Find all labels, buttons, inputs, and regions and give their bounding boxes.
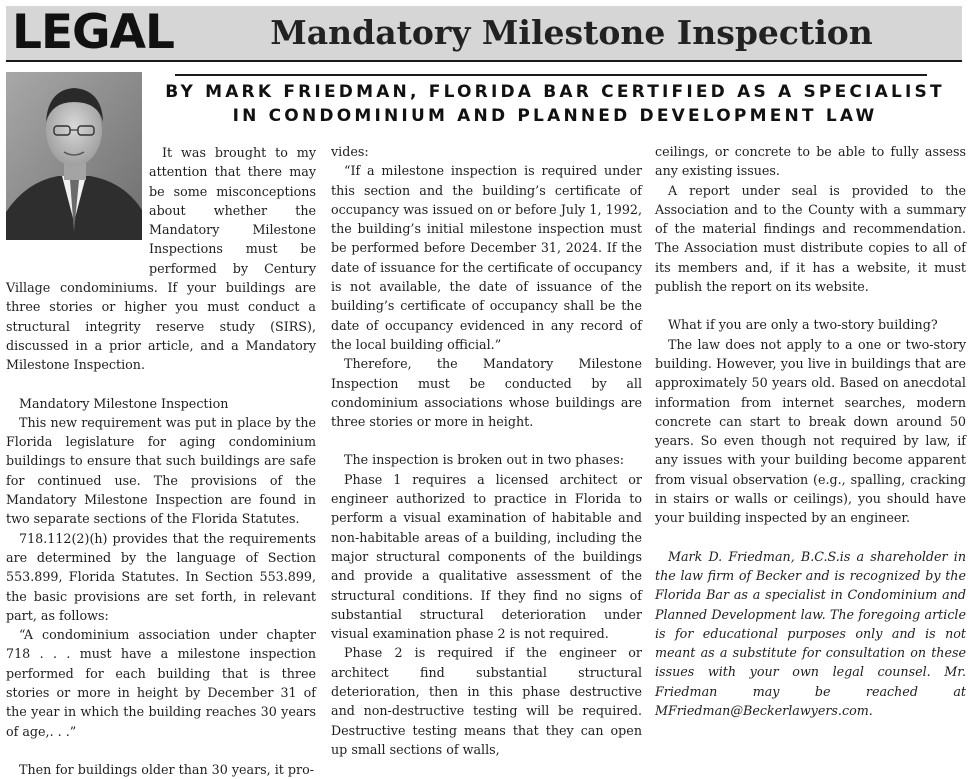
column-1 bbox=[6, 143, 316, 779]
article-title: Mandatory Milestone Inspection bbox=[270, 13, 873, 52]
paragraph: vides: bbox=[331, 144, 369, 159]
subheading: What if you are only a two-story building? bbox=[668, 317, 938, 333]
header-bar bbox=[6, 6, 962, 62]
column-2 bbox=[331, 142, 642, 759]
quote-paragraph: “A condominium association under chapter 718 . . . must have a milestone inspection performed for each building that is three stories or more in height by December 31 of the year in which the building reaches 30 years of age,. . .” bbox=[6, 627, 316, 739]
photo-spacer bbox=[6, 143, 149, 261]
subheading: Mandatory Milestone Inspection bbox=[19, 395, 229, 411]
quote-paragraph: “If a milestone inspection is required under this section and the building’s certificate of occupancy was issued on or before July 1, 1992, the building’s initial milestone inspection must be performed before December 31, 2024. If the date of issuance for the certificate of occupancy is not available, the date of issuance of the building’s certificate of occupancy shall be the date of occupancy evidenced in any record of the local building official.” bbox=[331, 163, 642, 352]
paragraph: A report under seal is provided to the Association and to the County with a summary of the material findings and recommendation. The Association must distribute copies to all of its members and, if it has a website, it must publish the report on its website. bbox=[655, 182, 966, 295]
paragraph: This new requirement was put in place by the Florida legislature for aging condominium buildings to ensure that such buildings are safe for continued use. The provisions of the Mandatory Milestone Inspection are found in two separate sections of the Florida Statutes. bbox=[6, 414, 316, 527]
section-label: LEGAL bbox=[12, 5, 174, 60]
column-3 bbox=[655, 142, 966, 720]
paragraph: Therefore, the Mandatory Milestone Inspection must be conducted by all condominium associations whose buildings are three stories or more in height. bbox=[331, 356, 642, 430]
byline-rule bbox=[175, 74, 927, 76]
byline bbox=[160, 80, 950, 128]
paragraph: Then for buildings older than 30 years, it pro- bbox=[19, 761, 315, 777]
paragraph: Phase 2 is required if the engineer or architect find substantial structural deterioration, then in this phase destructive and non-destructive testing will be required. Destructive testing means that they can open up small sections of walls, bbox=[331, 645, 642, 757]
paragraph: The inspection is broken out in two phases: bbox=[344, 452, 624, 468]
paragraph: The law does not apply to a one or two-story building. However, you live in buildings that are approximately 50 years old. Based on anecdotal information from internet searches, modern concrete can start to break down around 50 years. So even though not required by law, if any issues with your building become apparent from visual observation (e.g., spalling, cracking in stairs or walls or ceilings), you should have your building inspected by an engineer. bbox=[655, 336, 966, 526]
paragraph: Phase 1 requires a licensed architect or engineer authorized to practice in Florida to perform a visual examination of habitable and non-habitable areas of a building, including the major structural components of the buildings and provide a qualitative assessment of the structural conditions. If they find no signs of substantial structural deterioration under visual examination phase 2 is not required. bbox=[331, 471, 642, 642]
byline-line-2: IN CONDOMINIUM AND PLANNED DEVELOPMENT LAW bbox=[232, 106, 878, 126]
paragraph: 718.112(2)(h) provides that the requirements are determined by the language of Section 553.899, Florida Statutes. In Section 553.899, the basic provisions are set forth, in relevant part, as follows: bbox=[6, 530, 316, 623]
author-bio: Mark D. Friedman, B.C.S.is a shareholder in the law firm of Becker and is recognized by the Florida Bar as a specialist in Condominium and Planned Development law. The foregoing article is for educational purposes only and is not meant as a substitute for consultation on these issues with your own legal counsel. Mr. Friedman may be reached at MFriedman@Beckerlawyers.com. bbox=[655, 548, 966, 719]
paragraph: It was brought to my attention that there may be some misconceptions about whether the Mandatory Milestone Inspections must be performed by Century Village condominiums. If your buildings are three stories or higher you must conduct a structural integrity reserve study (SIRS), discussed in a prior article, and a Mandatory Milestone Inspection. bbox=[6, 145, 316, 373]
byline-line-1: BY MARK FRIEDMAN, FLORIDA BAR CERTIFIED AS A SPECIALIST bbox=[165, 82, 945, 102]
paragraph: ceilings, or concrete to be able to fully assess any existing issues. bbox=[655, 144, 966, 179]
